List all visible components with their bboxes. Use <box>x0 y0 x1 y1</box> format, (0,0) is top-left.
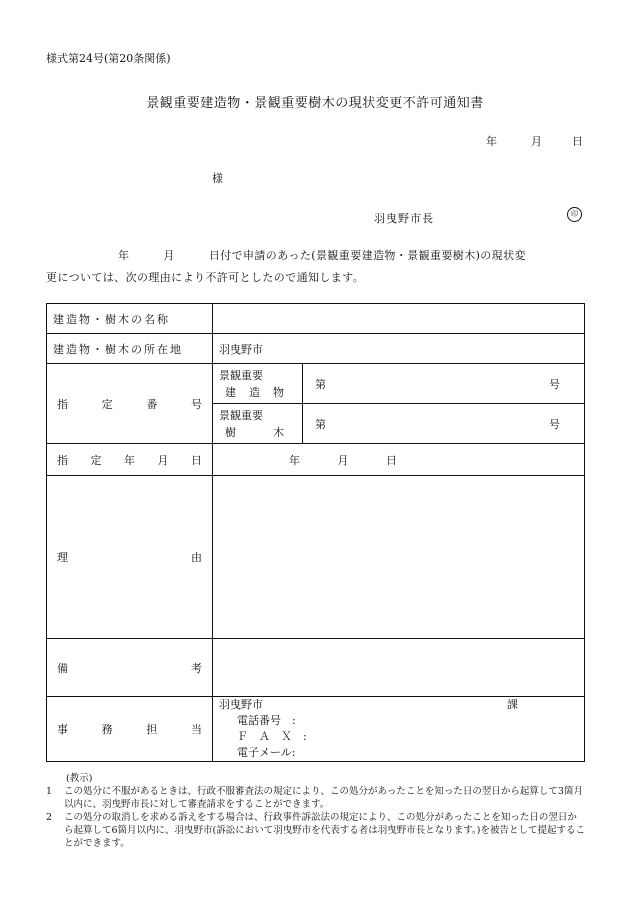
number-prefix: 第 <box>315 377 326 391</box>
label-char: 造 <box>249 385 260 399</box>
label-char: 樹 <box>225 425 236 439</box>
reason-char: 理 <box>57 551 68 564</box>
name-value <box>213 304 585 334</box>
designation-date-label <box>47 444 213 476</box>
notice-item <box>46 811 586 850</box>
date-day: 日 <box>386 453 397 467</box>
reason-char: 由 <box>191 551 202 564</box>
building-number-value <box>303 364 585 404</box>
designation-char: 指 <box>57 397 68 411</box>
notice-item-text: この処分の取消しを求める訴えをする場合は、行政事件訴訟法の規定により、この処分があったことを知った日の翌日から起算して6箇月以内に、羽曳野市(訴訟において羽曳野市を代表する者は羽曳野市長となります。)を被告として提起することができます。 <box>64 812 585 849</box>
issue-date-year: 年 <box>486 135 497 148</box>
location-value: 羽曳野市 <box>213 334 585 364</box>
document-title: 景観重要建造物・景観重要樹木の現状変更不許可通知書 <box>146 96 484 111</box>
notice-item-text: この処分に不服があるときは、行政不服審査法の規定により、この処分があったことを知った日の翌日から起算して3箇月以内に、羽曳野市長に対して審査請求をすることができます。 <box>64 786 583 810</box>
office-char: 担 <box>146 723 158 736</box>
building-type-label <box>213 364 303 404</box>
name-label: 建造物・樹木の名称 <box>47 304 213 334</box>
office-dept: 課 <box>507 698 518 711</box>
location-label: 建造物・樹木の所在地 <box>47 334 213 364</box>
notice-item-number: 2 <box>46 812 53 823</box>
notice-item-number: 1 <box>46 786 53 797</box>
form-number: 様式第24号(第20条関係) <box>46 52 171 65</box>
designation-char: 号 <box>190 397 202 411</box>
designation-label <box>47 364 213 444</box>
date-label-char: 日 <box>191 453 202 467</box>
tree-type-label <box>213 404 303 444</box>
label-char: 建 <box>225 385 236 399</box>
label-char: 木 <box>273 425 284 439</box>
notice-body <box>46 245 586 289</box>
office-city-row <box>219 697 578 713</box>
number-suffix: 号 <box>549 377 560 391</box>
seal-mark: 印 <box>567 207 582 222</box>
office-email: 電子メール: <box>237 746 296 759</box>
notice-item <box>46 785 586 811</box>
tree-number-value <box>303 404 585 444</box>
body-month: 月 <box>163 249 175 262</box>
remarks-value <box>213 639 585 697</box>
designation-char: 番 <box>146 397 158 411</box>
tree-label-line-1: 景観重要 <box>219 408 263 422</box>
office-tel: 電話番号 : <box>237 714 296 727</box>
date-label-char: 月 <box>157 453 169 467</box>
date-label-char: 指 <box>57 453 68 467</box>
date-label-char: 定 <box>90 453 102 467</box>
office-char: 当 <box>190 723 202 736</box>
office-label <box>47 697 213 762</box>
number-suffix: 号 <box>549 417 560 431</box>
date-year: 年 <box>289 453 300 467</box>
body-line-1-rest: 日付で申請のあった(景観重要建造物・景観重要樹木)の現状変 <box>208 249 526 262</box>
info-table <box>46 303 585 762</box>
remarks-char: 考 <box>191 661 202 675</box>
body-line-1 <box>46 245 586 267</box>
office-fax: Ｆ Ａ Ｘ : <box>237 730 307 743</box>
issue-date-month: 月 <box>531 135 542 148</box>
recipient-suffix: 様 <box>212 172 223 185</box>
office-char: 務 <box>101 723 113 736</box>
remarks-char: 備 <box>57 661 68 675</box>
tree-label-line-2 <box>219 424 296 441</box>
building-label-line-2 <box>219 384 296 401</box>
mayor-name: 羽曳野市長 <box>374 212 434 225</box>
date-label-char: 年 <box>124 453 135 467</box>
building-label-line-1: 景観重要 <box>219 368 263 382</box>
office-char: 事 <box>57 723 68 736</box>
date-month: 月 <box>337 453 349 467</box>
label-char: 物 <box>273 385 284 399</box>
office-city: 羽曳野市 <box>219 698 263 711</box>
reason-label <box>47 476 213 639</box>
notice-heading: (教示) <box>66 773 93 784</box>
reason-value <box>213 476 585 639</box>
body-year: 年 <box>118 249 130 262</box>
body-line-2: 更については、次の理由により不許可としたので通知します。 <box>46 271 365 284</box>
issue-date-day: 日 <box>572 135 583 148</box>
designation-char: 定 <box>101 397 113 411</box>
office-value <box>213 697 585 762</box>
number-prefix: 第 <box>315 417 326 431</box>
legal-notice <box>46 772 586 850</box>
designation-date-value <box>213 444 585 476</box>
remarks-label <box>47 639 213 697</box>
